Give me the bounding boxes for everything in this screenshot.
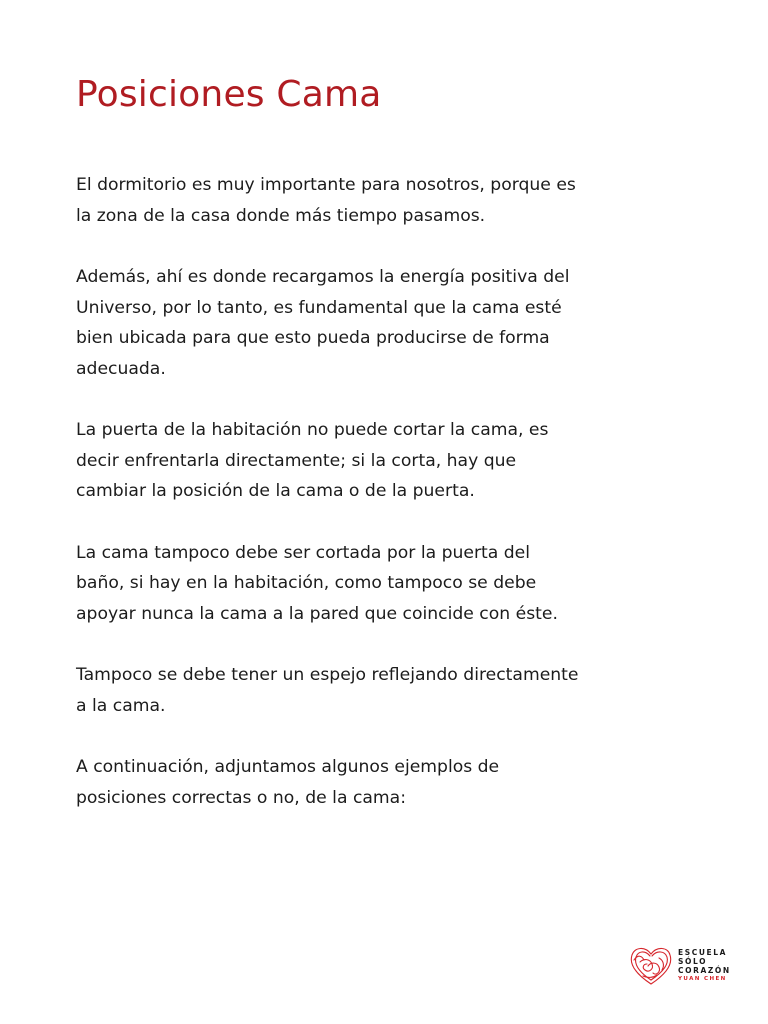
logo-line-yuan-chen: YUAN CHEN xyxy=(678,976,727,982)
paragraph-energy: Además, ahí es donde recargamos la energía positiva del Universo, por lo tanto, es fundamental que la cama esté bien ubicada para que esto pueda producirse de forma adecuada. xyxy=(76,267,570,379)
paragraph-examples: A continuación, adjuntamos algunos ejemplos de posiciones correctas o no, de la cama: xyxy=(76,757,500,808)
paragraph-door: La puerta de la habitación no puede cortar la cama, es decir enfrentarla directamente; si la corta, hay que cambiar la posición de la cama o de la puerta. xyxy=(76,420,549,501)
paragraph-mirror: Tampoco se debe tener un espejo reflejando directamente a la cama. xyxy=(76,665,579,716)
paragraph-intro: El dormitorio es muy importante para nosotros, porque es la zona de la casa donde más tiempo pasamos. xyxy=(76,175,576,226)
logo-line-solo: SÓLO xyxy=(678,957,708,966)
logo-line-escuela: ESCUELA xyxy=(678,948,728,957)
school-logo xyxy=(626,940,744,990)
document-body xyxy=(76,170,701,844)
logo-wordmark xyxy=(678,948,731,984)
logo-line-corazon: CORAZÓN xyxy=(678,966,731,975)
heart-logo-icon xyxy=(626,940,676,990)
page-title: Posiciones Cama xyxy=(76,74,382,115)
paragraph-bathroom: La cama tampoco debe ser cortada por la puerta del baño, si hay en la habitación, como tampoco se debe apoyar nunca la cama a la pared que coincide con éste. xyxy=(76,542,558,624)
